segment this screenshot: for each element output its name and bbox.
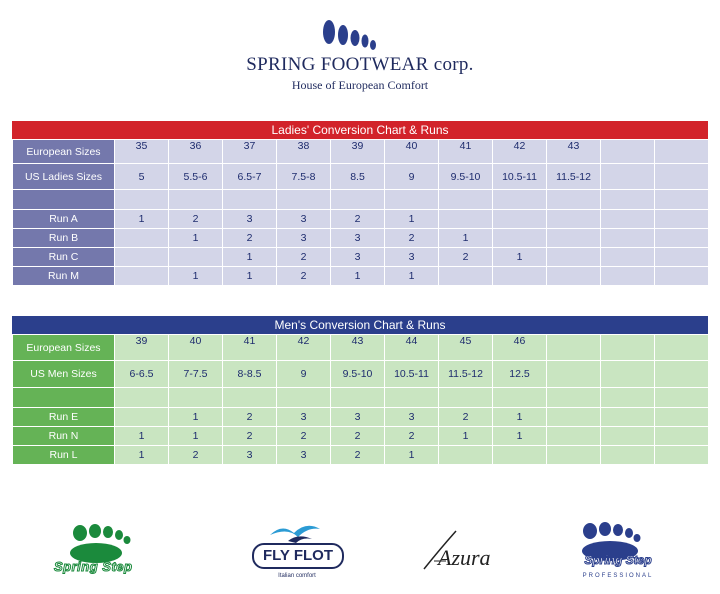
table-cell xyxy=(655,408,709,427)
table-cell: 42 xyxy=(493,140,547,164)
table-cell: 9.5-10 xyxy=(331,361,385,388)
mens-conversion-chart xyxy=(12,316,708,465)
table-cell xyxy=(331,388,385,408)
table-row xyxy=(13,210,709,229)
table-cell xyxy=(115,408,169,427)
table-cell xyxy=(439,388,493,408)
table-cell xyxy=(115,229,169,248)
table-cell: 42 xyxy=(277,335,331,361)
table-cell xyxy=(331,190,385,210)
table-cell: 1 xyxy=(385,210,439,229)
table-cell xyxy=(547,446,601,465)
table-cell: 6.5-7 xyxy=(223,164,277,190)
table-cell: 9.5-10 xyxy=(439,164,493,190)
table-cell: 6-6.5 xyxy=(115,361,169,388)
table-cell: 7.5-8 xyxy=(277,164,331,190)
table-cell: 1 xyxy=(439,427,493,446)
table-cell: 3 xyxy=(277,210,331,229)
row-label xyxy=(13,190,115,210)
row-label: European Sizes xyxy=(13,335,115,361)
table-cell xyxy=(547,267,601,286)
table-cell: 3 xyxy=(223,210,277,229)
table-cell: 1 xyxy=(169,267,223,286)
table-cell xyxy=(601,229,655,248)
azura-name: Azura xyxy=(438,545,491,570)
table-cell: 40 xyxy=(169,335,223,361)
row-label: Run C xyxy=(13,248,115,267)
table-cell xyxy=(601,335,655,361)
fly-flot-subtitle: Italian comfort xyxy=(278,573,316,579)
table-cell: 3 xyxy=(277,229,331,248)
table-cell: 12.5 xyxy=(493,361,547,388)
table-cell xyxy=(115,388,169,408)
table-cell xyxy=(601,408,655,427)
table-cell xyxy=(115,248,169,267)
table-cell: 1 xyxy=(115,427,169,446)
table-cell xyxy=(115,190,169,210)
table-cell xyxy=(655,427,709,446)
table-cell: 1 xyxy=(115,446,169,465)
table-cell: 3 xyxy=(223,446,277,465)
table-cell: 3 xyxy=(331,229,385,248)
table-cell: 2 xyxy=(169,446,223,465)
mens-size-table xyxy=(12,334,709,465)
table-cell xyxy=(169,248,223,267)
table-cell: 10.5-11 xyxy=(493,164,547,190)
table-cell xyxy=(655,248,709,267)
table-cell: 1 xyxy=(169,408,223,427)
table-cell xyxy=(547,210,601,229)
table-cell xyxy=(385,190,439,210)
footprint-icon xyxy=(318,18,380,52)
table-cell xyxy=(547,388,601,408)
table-cell xyxy=(439,267,493,286)
spring-step-name: Spring Step xyxy=(54,559,133,574)
table-cell: 1 xyxy=(439,229,493,248)
table-cell xyxy=(547,248,601,267)
table-cell xyxy=(169,190,223,210)
table-cell: 2 xyxy=(223,408,277,427)
table-cell: 1 xyxy=(169,229,223,248)
table-cell: 45 xyxy=(439,335,493,361)
table-cell: 9 xyxy=(277,361,331,388)
table-cell xyxy=(655,267,709,286)
table-cell: 2 xyxy=(223,229,277,248)
table-cell: 1 xyxy=(493,427,547,446)
table-cell: 5.5-6 xyxy=(169,164,223,190)
row-label: Run L xyxy=(13,446,115,465)
table-cell: 2 xyxy=(331,427,385,446)
spring-step-professional-logo xyxy=(568,521,668,589)
table-cell: 2 xyxy=(223,427,277,446)
table-cell: 41 xyxy=(439,140,493,164)
table-cell: 1 xyxy=(115,210,169,229)
row-label: Run M xyxy=(13,267,115,286)
table-cell: 40 xyxy=(385,140,439,164)
table-cell xyxy=(223,388,277,408)
table-cell: 2 xyxy=(439,248,493,267)
table-cell xyxy=(493,190,547,210)
table-cell xyxy=(547,408,601,427)
table-cell: 2 xyxy=(331,446,385,465)
table-cell xyxy=(655,190,709,210)
table-row xyxy=(13,267,709,286)
table-row xyxy=(13,427,709,446)
table-cell xyxy=(601,267,655,286)
table-cell: 39 xyxy=(331,140,385,164)
spring-step-pro-subtitle: PROFESSIONAL xyxy=(582,573,654,579)
seagull-icon xyxy=(268,521,328,543)
row-label: Run B xyxy=(13,229,115,248)
table-cell: 46 xyxy=(493,335,547,361)
table-cell xyxy=(493,388,547,408)
footprint-icon xyxy=(66,523,146,563)
table-cell xyxy=(655,164,709,190)
page-header xyxy=(0,0,720,118)
table-cell: 10.5-11 xyxy=(385,361,439,388)
table-cell: 44 xyxy=(385,335,439,361)
table-cell: 2 xyxy=(385,229,439,248)
table-cell xyxy=(547,335,601,361)
company-tagline: House of European Comfort xyxy=(291,78,429,92)
table-cell: 43 xyxy=(547,140,601,164)
table-row xyxy=(13,229,709,248)
table-cell: 3 xyxy=(385,408,439,427)
table-cell xyxy=(601,446,655,465)
ladies-size-table xyxy=(12,139,709,286)
table-cell: 36 xyxy=(169,140,223,164)
table-cell: 8-8.5 xyxy=(223,361,277,388)
table-cell: 5 xyxy=(115,164,169,190)
table-cell: 2 xyxy=(439,408,493,427)
table-cell: 9 xyxy=(385,164,439,190)
table-cell xyxy=(547,361,601,388)
table-cell xyxy=(439,210,493,229)
table-cell xyxy=(655,335,709,361)
table-cell xyxy=(493,267,547,286)
ladies-chart-title: Ladies' Conversion Chart & Runs xyxy=(12,121,708,139)
table-cell xyxy=(655,446,709,465)
table-cell: 3 xyxy=(277,408,331,427)
table-cell: 41 xyxy=(223,335,277,361)
ladies-conversion-chart xyxy=(12,121,708,286)
table-cell: 1 xyxy=(223,248,277,267)
row-label: US Ladies Sizes xyxy=(13,164,115,190)
table-cell: 11.5-12 xyxy=(547,164,601,190)
table-cell xyxy=(493,229,547,248)
table-row xyxy=(13,335,709,361)
table-cell xyxy=(601,361,655,388)
table-cell xyxy=(547,229,601,248)
row-label: Run A xyxy=(13,210,115,229)
table-cell: 7-7.5 xyxy=(169,361,223,388)
table-cell xyxy=(115,267,169,286)
table-cell xyxy=(601,248,655,267)
row-label: Run E xyxy=(13,408,115,427)
table-cell: 3 xyxy=(385,248,439,267)
table-cell xyxy=(601,427,655,446)
table-row xyxy=(13,388,709,408)
table-cell: 35 xyxy=(115,140,169,164)
fly-flot-name: FLY FLOT xyxy=(252,543,344,569)
table-cell: 43 xyxy=(331,335,385,361)
table-cell xyxy=(601,140,655,164)
table-cell: 1 xyxy=(493,408,547,427)
table-cell xyxy=(385,388,439,408)
table-cell xyxy=(277,388,331,408)
table-cell: 38 xyxy=(277,140,331,164)
table-cell: 1 xyxy=(223,267,277,286)
table-cell: 3 xyxy=(331,248,385,267)
table-cell xyxy=(601,210,655,229)
table-cell xyxy=(169,388,223,408)
table-cell: 39 xyxy=(115,335,169,361)
spring-step-pro-name: Spring Step xyxy=(584,553,652,567)
table-cell xyxy=(655,140,709,164)
table-cell: 2 xyxy=(277,427,331,446)
table-cell xyxy=(655,210,709,229)
table-row xyxy=(13,408,709,427)
table-cell xyxy=(493,446,547,465)
table-cell: 3 xyxy=(331,408,385,427)
row-label: European Sizes xyxy=(13,140,115,164)
fly-flot-logo xyxy=(250,521,346,583)
table-cell: 8.5 xyxy=(331,164,385,190)
table-cell xyxy=(277,190,331,210)
table-row xyxy=(13,248,709,267)
table-cell xyxy=(655,388,709,408)
table-cell xyxy=(547,190,601,210)
table-cell: 1 xyxy=(331,267,385,286)
table-cell: 2 xyxy=(277,248,331,267)
spring-step-logo xyxy=(52,523,162,587)
table-cell xyxy=(439,190,493,210)
table-cell: 2 xyxy=(169,210,223,229)
table-cell xyxy=(601,190,655,210)
table-cell xyxy=(655,361,709,388)
row-label xyxy=(13,388,115,408)
table-cell xyxy=(601,388,655,408)
table-cell: 1 xyxy=(493,248,547,267)
row-label: Run N xyxy=(13,427,115,446)
brand-logos xyxy=(0,515,720,594)
table-row xyxy=(13,446,709,465)
table-cell: 2 xyxy=(277,267,331,286)
table-cell: 37 xyxy=(223,140,277,164)
table-cell: 3 xyxy=(277,446,331,465)
company-name: SPRING FOOTWEAR corp. xyxy=(246,54,474,75)
table-cell xyxy=(655,229,709,248)
table-cell: 1 xyxy=(385,267,439,286)
table-cell: 1 xyxy=(169,427,223,446)
table-cell: 1 xyxy=(385,446,439,465)
table-cell xyxy=(223,190,277,210)
table-row xyxy=(13,190,709,210)
azura-logo xyxy=(420,529,510,579)
table-row xyxy=(13,361,709,388)
table-cell xyxy=(601,164,655,190)
table-cell xyxy=(439,446,493,465)
table-row xyxy=(13,164,709,190)
table-cell: 11.5-12 xyxy=(439,361,493,388)
table-cell: 2 xyxy=(385,427,439,446)
mens-chart-title: Men's Conversion Chart & Runs xyxy=(12,316,708,334)
row-label: US Men Sizes xyxy=(13,361,115,388)
table-cell: 2 xyxy=(331,210,385,229)
table-cell xyxy=(547,427,601,446)
table-row xyxy=(13,140,709,164)
table-cell xyxy=(493,210,547,229)
